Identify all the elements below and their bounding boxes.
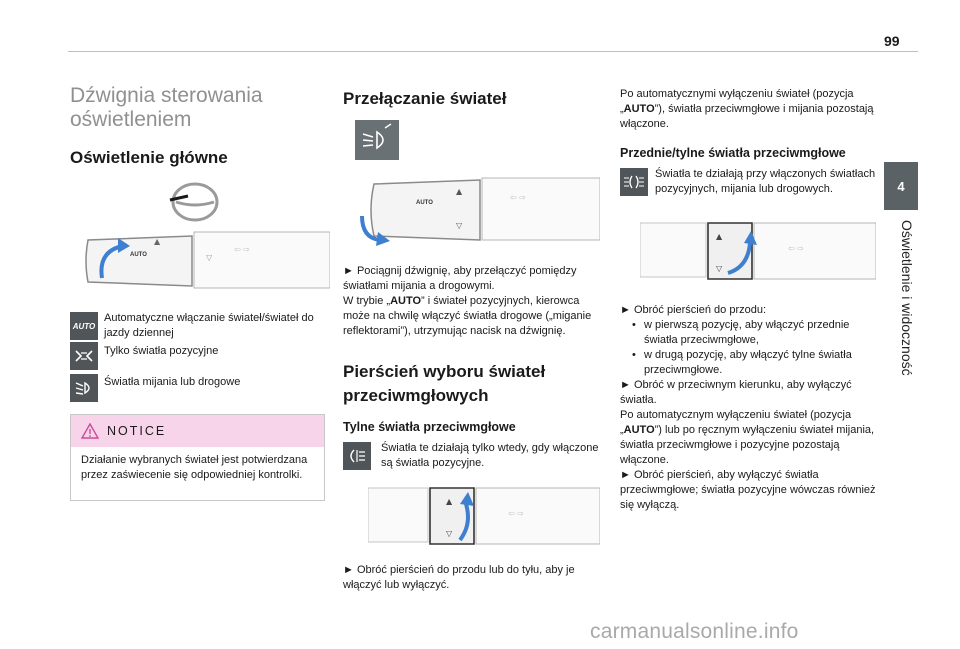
lever-symbol-up: ▲ (154, 237, 161, 246)
lever-body (754, 223, 876, 279)
chapter-title: Oświetlenie i widoczność (899, 220, 915, 376)
lever-indicator: ⇦ ⇨ (510, 193, 526, 202)
front-rear-fog-description: Światła te działają przy włączonych światłach pozycyjnych, mijania lub drogowych. (655, 168, 876, 195)
list-item: • w drugą pozycję, aby włączyć tylne światła przeciwmgłowe. (620, 348, 878, 378)
flash-headlights-text: W trybie „AUTO” i świateł pozycyjnych, kierowca może na chwilę włączyć światła drogowe („miganie reflektorami”), utrzymując nacisk na dźwignię. (343, 295, 592, 337)
fog-ring-heading-line2: przeciwmgłowych (343, 386, 489, 405)
front-rear-fog-instructions (620, 303, 878, 513)
auto-off-fog-text: Po automatycznym wyłączeniu świateł (pozycja „AUTO”) lub po ręcznym wyłączeniu świateł mijania, światła przeciwmgłowe i pozycyjne pozostają włączone. (620, 409, 875, 466)
lever-body (194, 232, 330, 288)
headlight-flash-icon (355, 120, 399, 160)
auto-off-intro: Po automatycznymi wyłączeniu świateł (pozycja „AUTO”), światła przeciwmgłowe i mijania pozostają włączone. (620, 88, 874, 130)
lever-body (476, 488, 600, 544)
ring-symbol-down: ▽ (716, 264, 723, 273)
step-turn-off-fog: ► Obróć pierścień, aby wyłączyć światła przeciwmgłowe; światła pozycyjne wówczas również się wyłączą. (620, 469, 876, 511)
lever-indicator: ⇦ ⇨ (788, 244, 804, 253)
top-divider (68, 51, 918, 52)
watermark[interactable]: carmanualsonline.info (590, 620, 799, 643)
lever-left-body (640, 223, 706, 277)
fog-position-list (620, 318, 878, 378)
rear-fog-description: Światła te działają tylko wtedy, gdy włączone są światła pozycyjne. (381, 442, 599, 469)
low-high-beam-description: Światła mijania lub drogowe (104, 376, 241, 388)
front-rear-fog-icon (620, 168, 648, 196)
lever-body (482, 178, 600, 240)
rotate-ring-instruction: ► Obróć pierścień do przodu lub do tyłu, aby je włączyć lub wyłączyć. (343, 564, 575, 591)
steering-wheel-illustration (168, 180, 220, 226)
lever-left-body (368, 488, 428, 542)
notice-header (71, 415, 324, 447)
rear-fog-icon (343, 442, 371, 470)
front-rear-fog-heading: Przednie/tylne światła przeciwmgłowe (620, 146, 846, 160)
step-rotate-back: ► Obróć w przeciwnym kierunku, aby wyłączyć światła. (620, 379, 852, 406)
notice-text: Działanie wybranych świateł jest potwierdzana przez zaświecenie się odpowiedniej kontrolki. (81, 454, 308, 481)
low-high-beam-icon (70, 374, 98, 402)
lever-auto-mark: AUTO (416, 200, 433, 206)
section-title-line1: Dźwignia sterowania (70, 84, 263, 107)
warning-icon (81, 423, 99, 439)
lever-symbol-up: ▲ (456, 187, 463, 196)
rear-fog-heading: Tylne światła przeciwmgłowe (343, 420, 516, 434)
section-title-line2: oświetleniem (70, 108, 192, 131)
chapter-tab[interactable]: 4 (884, 162, 918, 210)
front-rear-fog-glyph (622, 173, 646, 191)
notice-box (70, 414, 325, 501)
light-switching-heading: Przełączanie świateł (343, 89, 507, 108)
steering-wheel-spoke (176, 202, 214, 205)
ring-symbol-up: ▲ (716, 232, 723, 241)
auto-icon-label: AUTO (72, 321, 96, 331)
lever-symbol-fog: ▽ (206, 253, 213, 262)
section-title (70, 84, 320, 132)
ring-symbol-down: ▽ (446, 529, 453, 538)
fog-ring-heading (343, 360, 545, 408)
lever-pull-illustration (360, 170, 600, 250)
lever-auto-mark: AUTO (130, 252, 147, 258)
page-number: 99 (884, 33, 900, 49)
lever-symbol-down: ▽ (456, 221, 463, 230)
headlight-flash-glyph (355, 120, 399, 160)
ring-symbol-up: ▲ (446, 497, 453, 506)
position-lights-icon (70, 342, 98, 370)
main-lighting-heading: Oświetlenie główne (70, 148, 228, 167)
pull-lever-instruction: ► Pociągnij dźwignię, aby przełączyć pomiędzy światłami mijania a drogowymi. (343, 265, 577, 292)
lever-tip (371, 180, 480, 240)
notice-title: NOTICE (107, 424, 167, 438)
auto-icon (70, 312, 98, 340)
low-high-beam-glyph (73, 380, 95, 396)
auto-description: Automatyczne włączanie świateł/świateł do jazdy dziennej (104, 312, 314, 339)
step-rotate-forward: ► Obróć pierścień do przodu: (620, 304, 767, 316)
position-lights-glyph (73, 349, 95, 363)
lever-indicator: ⇦ ⇨ (508, 509, 524, 518)
rear-fog-glyph (346, 447, 368, 465)
lever-indicator: ⇦ ⇨ (234, 245, 250, 254)
rear-fog-ring-illustration (368, 480, 600, 552)
position-lights-description: Tylko światła pozycyjne (104, 345, 219, 357)
fog-ring-heading-line1: Pierścień wyboru świateł (343, 362, 546, 381)
light-lever-illustration (84, 226, 330, 296)
front-rear-fog-ring-illustration (640, 215, 876, 287)
list-item: • w pierwszą pozycję, aby włączyć przednie światła przeciwmgłowe, (620, 318, 878, 348)
